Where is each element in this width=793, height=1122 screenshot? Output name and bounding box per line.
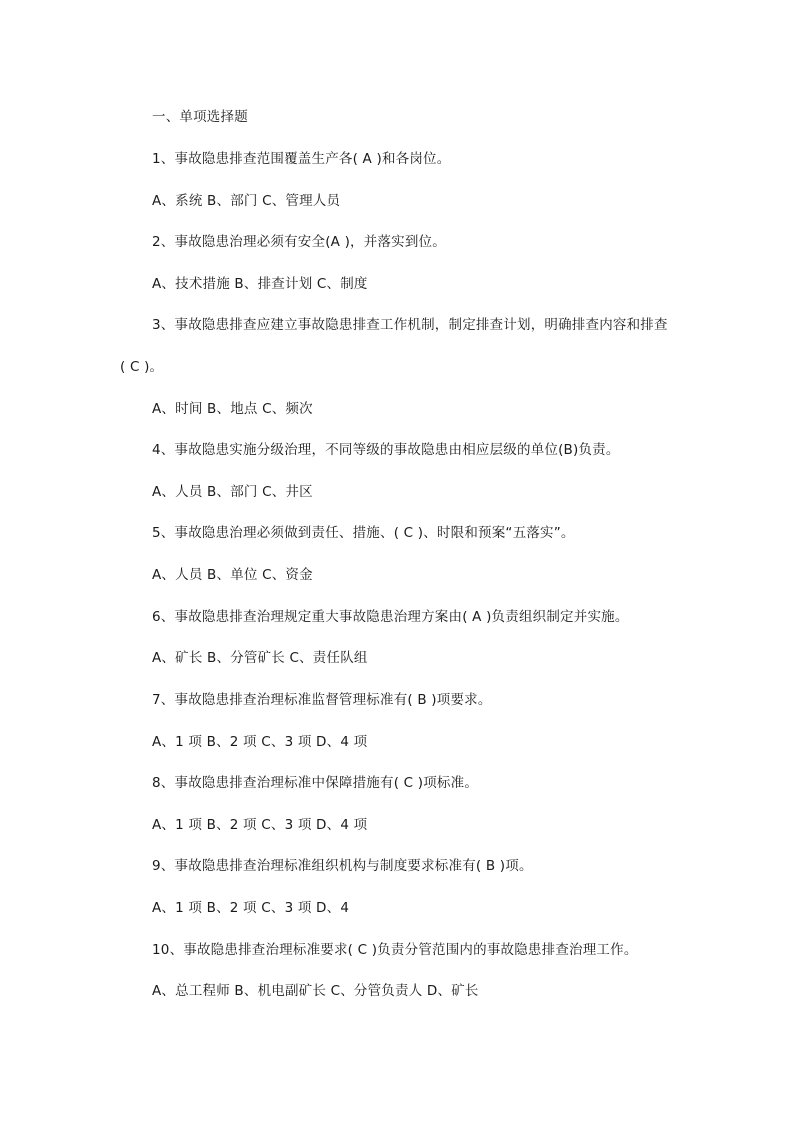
section-title: 一、单项选择题 bbox=[152, 109, 248, 125]
question-8: 8、事故隐患排查治理标准中保障措施有( C )项标准。 bbox=[152, 775, 479, 791]
question-2: 2、事故隐患治理必须有安全(A )，并落实到位。 bbox=[152, 234, 446, 250]
question-4: 4、事故隐患实施分级治理，不同等级的事故隐患由相应层级的单位(B)负责。 bbox=[152, 442, 620, 458]
question-3-continued: ( C )。 bbox=[120, 359, 164, 375]
options-7: A、1 项 B、2 项 C、3 项 D、4 项 bbox=[152, 734, 368, 750]
question-9: 9、事故隐患排查治理标准组织机构与制度要求标准有( B )项。 bbox=[152, 858, 533, 874]
options-2: A、技术措施 B、排查计划 C、制度 bbox=[152, 276, 368, 292]
options-3: A、时间 B、地点 C、频次 bbox=[152, 401, 313, 417]
options-6: A、矿长 B、分管矿长 C、责任队组 bbox=[152, 650, 368, 666]
question-3: 3、事故隐患排查应建立事故隐患排查工作机制，制定排查计划，明确排查内容和排查 bbox=[152, 317, 668, 333]
question-10: 10、事故隐患排查治理标准要求( C )负责分管范围内的事故隐患排查治理工作。 bbox=[152, 942, 638, 958]
options-1: A、系统 B、部门 C、管理人员 bbox=[152, 193, 341, 209]
options-5: A、人员 B、单位 C、资金 bbox=[152, 567, 313, 583]
question-6: 6、事故隐患排查治理规定重大事故隐患治理方案由( A )负责组织制定并实施。 bbox=[152, 609, 629, 625]
question-5: 5、事故隐患治理必须做到责任、措施、( C )、时限和预案“五落实”。 bbox=[152, 525, 575, 541]
question-1: 1、事故隐患排查范围覆盖生产各( A )和各岗位。 bbox=[152, 151, 451, 167]
question-7: 7、事故隐患排查治理标准监督管理标准有( B )项要求。 bbox=[152, 692, 492, 708]
options-10: A、总工程师 B、机电副矿长 C、分管负责人 D、矿长 bbox=[152, 983, 479, 999]
options-9: A、1 项 B、2 项 C、3 项 D、4 bbox=[152, 900, 350, 916]
options-8: A、1 项 B、2 项 C、3 项 D、4 项 bbox=[152, 817, 368, 833]
options-4: A、人员 B、部门 C、井区 bbox=[152, 484, 313, 500]
